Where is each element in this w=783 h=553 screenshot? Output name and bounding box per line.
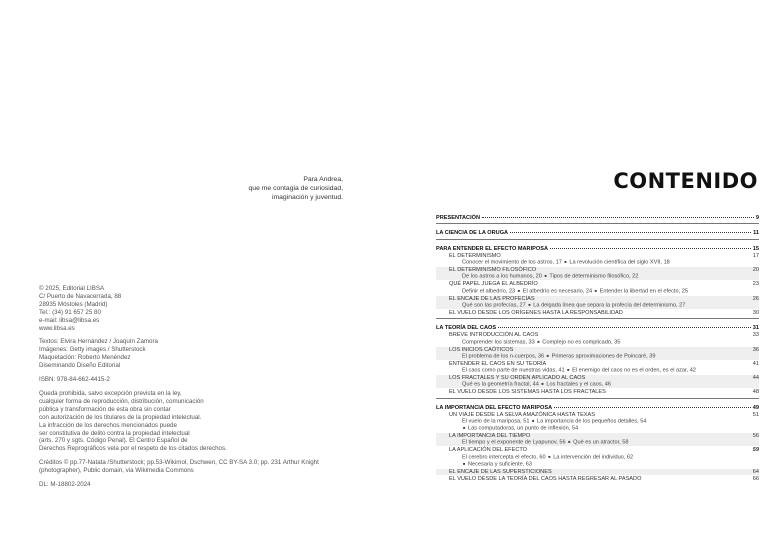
toc-subsections: [436, 259, 759, 266]
toc-subsections: [436, 288, 759, 295]
toc-sub: La importancia de los pequeños detalles, 54: [537, 418, 647, 425]
toc-group: [436, 412, 759, 432]
toc-subsections: [436, 339, 759, 346]
toc-sub: Primeras aproximaciones de Poincaré, 39: [551, 353, 656, 360]
toc-sub: Comprender los sistemas, 33: [462, 339, 535, 346]
toc-entry-page: 15: [752, 245, 759, 252]
bullet-icon: ■: [528, 301, 531, 307]
legal-line: ser constitutiva de delito contra la propiedad intelectual: [39, 429, 190, 437]
credits-line: Imágenes: Getty images / Shutterstock: [39, 346, 146, 354]
toc-sub: Los fractales y el caos, 46: [546, 382, 612, 389]
toc-subsections: [436, 461, 759, 468]
toc-entry-page: 11: [753, 230, 759, 237]
dot-leader: [482, 217, 754, 218]
toc-group: [436, 347, 759, 360]
toc-section-title: LOS FRACTALES Y SU ORDEN APLICADO AL CAOS: [449, 375, 586, 382]
toc-subsections: [436, 381, 759, 388]
bullet-icon: ■: [541, 381, 544, 387]
toc-section-title: LOS INICIOS CAÓTICOS: [449, 346, 514, 353]
isbn: ISBN: 978-84-662-4415-2: [39, 376, 110, 384]
toc-section[interactable]: [436, 389, 759, 395]
toc-section-page: 30: [752, 309, 759, 316]
toc-section-title: LA APLICACIÓN DEL EFECTO: [449, 447, 528, 454]
toc-sub: El tiempo y el exponente de Lyapunov, 56: [462, 440, 566, 447]
publisher-line: Tel.: (34) 91 657 25 80: [39, 308, 101, 316]
bullet-icon: ■: [568, 439, 571, 445]
toc-sub: Necesaria y suficiente, 63: [467, 461, 533, 468]
toc-section-page: 33: [752, 332, 759, 339]
publisher-line: C/ Puerto de Navacerrada, 88: [39, 292, 122, 300]
legal-line: La infracción de los derechos mencionados puede: [39, 421, 177, 429]
credits-line: Diseminando Diseño Editorial: [39, 362, 121, 370]
toc-section-page: 23: [752, 281, 759, 288]
toc-section[interactable]: [436, 310, 759, 316]
toc-entry-title: LA TEORÍA DEL CAOS: [436, 325, 497, 332]
divider: [436, 223, 759, 224]
toc-group: [436, 267, 759, 280]
toc-part-caos[interactable]: [436, 325, 759, 331]
toc-section-title: QUÉ PAPEL JUEGA EL ALBEDRÍO: [449, 281, 538, 288]
toc-section-title: LA IMPORTANCIA DEL TIEMPO: [449, 433, 531, 440]
bullet-icon: ■: [548, 453, 551, 459]
legal-notice: [39, 390, 359, 453]
legal-line: Queda prohibida, salvo excepción prevista en la ley,: [39, 389, 182, 397]
toc-subsections: [436, 425, 759, 432]
dot-leader: [510, 232, 751, 233]
toc-entry-title: PRESENTACIÓN: [436, 215, 481, 221]
toc-section-title: UN VIAJE DESDE LA SELVA AMAZÓNICA HASTA TEXAS: [449, 411, 596, 418]
toc-subsections: [436, 353, 759, 360]
toc-entry-title: LA IMPORTANCIA DEL EFECTO MARIPOSA: [436, 404, 553, 411]
bullet-icon: ■: [546, 352, 550, 358]
toc-entry-page: 31: [752, 325, 759, 332]
credits-line: Maquetación: Roberto Menéndez: [39, 354, 131, 362]
toc-section-page: 44: [752, 375, 759, 382]
bullet-icon: ■: [564, 259, 567, 265]
toc-sub: El enemigo del caos no es el orden, es el azar, 42: [572, 367, 696, 374]
toc-group: [436, 375, 759, 388]
toc-sub: Definir el albedrío, 23: [462, 288, 516, 295]
bullet-icon: ■: [594, 287, 598, 293]
toc-subsections: [436, 454, 759, 461]
right-page: [392, 0, 783, 553]
toc-section-page: 48: [752, 389, 759, 396]
bullet-icon: ■: [463, 460, 466, 466]
publisher-line: e-mail: libsa@libsa.es: [39, 316, 100, 324]
toc-group: [436, 476, 759, 482]
dot-leader: [554, 407, 751, 408]
toc-group: [436, 332, 759, 345]
dedication-line: Para Andrea,: [303, 176, 343, 183]
toc-group: [436, 447, 759, 467]
dot-leader: [498, 327, 751, 328]
toc-section-page: 20: [752, 267, 759, 274]
legal-line: cualquier forma de reproducción, distribución, comunicación: [39, 397, 204, 405]
toc-group: [436, 281, 759, 294]
toc-section-page: 36: [752, 346, 759, 353]
divider: [436, 318, 759, 319]
divider: [436, 239, 759, 240]
bullet-icon: ■: [544, 273, 547, 279]
credits-block: [39, 338, 359, 370]
toc-section-title: EL VUELO DESDE LOS ORÍGENES HASTA LA RESPONSABILIDAD: [449, 309, 623, 316]
toc-section-title: EL DETERMINISMO: [449, 252, 501, 259]
dedication-line: que me contagia de curiosidad,: [248, 185, 343, 192]
toc-section-page: 26: [752, 295, 759, 302]
legal-deposit: DL: M-18802-2024: [39, 481, 91, 489]
toc-section-title: EL ENCAJE DE LAS SUPERSTICIONES: [449, 468, 552, 475]
toc-entry-title: PARA ENTENDER EL EFECTO MARIPOSA: [436, 245, 548, 252]
toc-section-title: ENTENDER EL CAOS EN SU TEORÍA: [449, 360, 547, 367]
publisher-line: 28935 Móstoles (Madrid): [39, 300, 108, 308]
toc-section-page: 17: [752, 252, 759, 259]
publisher-line: www.libsa.es: [39, 324, 75, 332]
legal-line: pública y transformación de esta obra sin contar: [39, 405, 171, 413]
toc-entry-page: 9: [755, 215, 759, 221]
toc-part-importancia[interactable]: [436, 405, 759, 411]
toc-section-page: 66: [752, 475, 759, 482]
toc-section-page: 56: [752, 433, 759, 440]
toc-section-title: EL DETERMINISMO FILOSÓFICO: [449, 267, 537, 274]
toc-subsections: [436, 367, 759, 374]
colophon: [39, 285, 359, 495]
legal-line: (arts. 270 y sgts. Código Penal). El Centro Español de: [39, 437, 188, 445]
toc-subsections: [436, 273, 759, 280]
bullet-icon: ■: [463, 425, 466, 431]
toc-subsections: [436, 418, 759, 425]
toc-section[interactable]: [436, 476, 759, 482]
divider: [436, 398, 759, 399]
toc-entry-title: LA CIENCIA DE LA ORUGA: [436, 230, 509, 237]
toc-sub: Qué es un atractor, 58: [573, 440, 629, 447]
toc-group: [436, 389, 759, 395]
toc-section-page: 41: [752, 360, 759, 367]
toc-sub: El albedrío es necesario, 24: [522, 288, 593, 295]
toc-sub: Conocer el movimiento de los astros, 17: [462, 259, 562, 266]
toc-sub: El vuelo de la mariposa, 51: [462, 418, 530, 425]
publisher-block: [39, 285, 359, 332]
toc-entry-oruga[interactable]: [436, 230, 759, 236]
toc-section-page: 51: [752, 411, 759, 418]
toc-entry-page: 49: [752, 404, 759, 411]
toc-subsections: [436, 439, 759, 446]
toc-entry-presentacion[interactable]: [436, 215, 759, 221]
toc-group: [436, 253, 759, 266]
toc-section-title: EL VUELO DESDE LA TEORÍA DEL CAOS HASTA REGRESAR AL PASADO: [449, 475, 642, 482]
toc-group: [436, 361, 759, 374]
publisher-line: © 2025, Editorial LIBSA: [39, 285, 105, 292]
table-of-contents: [436, 215, 759, 482]
toc-sub: El problema de los n-cuerpos, 36: [462, 353, 545, 360]
toc-sub: El caos como parte de nuestras vidas, 41: [462, 367, 565, 374]
bullet-icon: ■: [567, 367, 570, 373]
toc-sub: Qué son las profecías, 27: [462, 302, 526, 309]
toc-sub: La revolución científica del siglo XVII, 18: [569, 259, 670, 266]
bullet-icon: ■: [537, 338, 540, 344]
legal-line: con autorización de los titulares de la propiedad intelectual.: [39, 413, 202, 421]
toc-sub: El cerebro intercepta el efecto, 60: [462, 454, 546, 461]
toc-group: [436, 433, 759, 446]
toc-sub: De los astros a los humanos, 20: [462, 274, 542, 281]
toc-sub: Entender la libertad en el efecto, 25: [599, 288, 688, 295]
legal-line: Derechos Reprográficos vela por el respeto de los citados derechos.: [39, 445, 227, 453]
toc-sub: La delgada línea que separa la profecía del determinismo, 27: [533, 302, 686, 309]
toc-sub: Las computadoras, un punto de inflexión, 54: [467, 425, 579, 432]
toc-sub: Tipos de determinismo filosófico, 22: [549, 274, 639, 281]
dedication-line: imaginación y juventud.: [271, 194, 343, 201]
toc-section-title: EL VUELO DESDE LOS SISTEMAS HASTA LOS FRACTALES: [449, 389, 606, 396]
toc-part-mariposa[interactable]: [436, 246, 759, 252]
toc-sub: Complejo no es complicado, 35: [542, 339, 621, 346]
bullet-icon: ■: [532, 418, 535, 424]
toc-section[interactable]: [436, 469, 759, 475]
image-credits: Créditos © pp.77-Natata /Shutterstock; pp.53-Wikimol, Dschwen, CC BY-SA 3.0; pp. 231 Arthur Knight (photographer), Public domain, via Wikimedia Commons: [39, 459, 319, 475]
dot-leader: [550, 248, 751, 249]
toc-group: [436, 296, 759, 309]
toc-section-title: BREVE INTRODUCCIÓN AL CAOS: [449, 332, 539, 339]
toc-sub: Qué es la geometría fractal, 44: [462, 382, 539, 389]
toc-section-page: 64: [752, 468, 759, 475]
dedication: [249, 175, 343, 202]
contents-title: CONTENIDO: [613, 169, 758, 193]
toc-section-title: EL ENCAJE DE LAS PROFECÍAS: [449, 295, 535, 302]
toc-subsections: [436, 302, 759, 309]
toc-group: [436, 469, 759, 475]
toc-section-page: 59: [752, 447, 759, 454]
bullet-icon: ■: [517, 287, 521, 293]
credits-line: Textos: Elvira Hernández / Joaquín Zamora: [39, 338, 158, 346]
toc-group: [436, 310, 759, 316]
toc-sub: La intervención del individuo, 62: [553, 454, 634, 461]
